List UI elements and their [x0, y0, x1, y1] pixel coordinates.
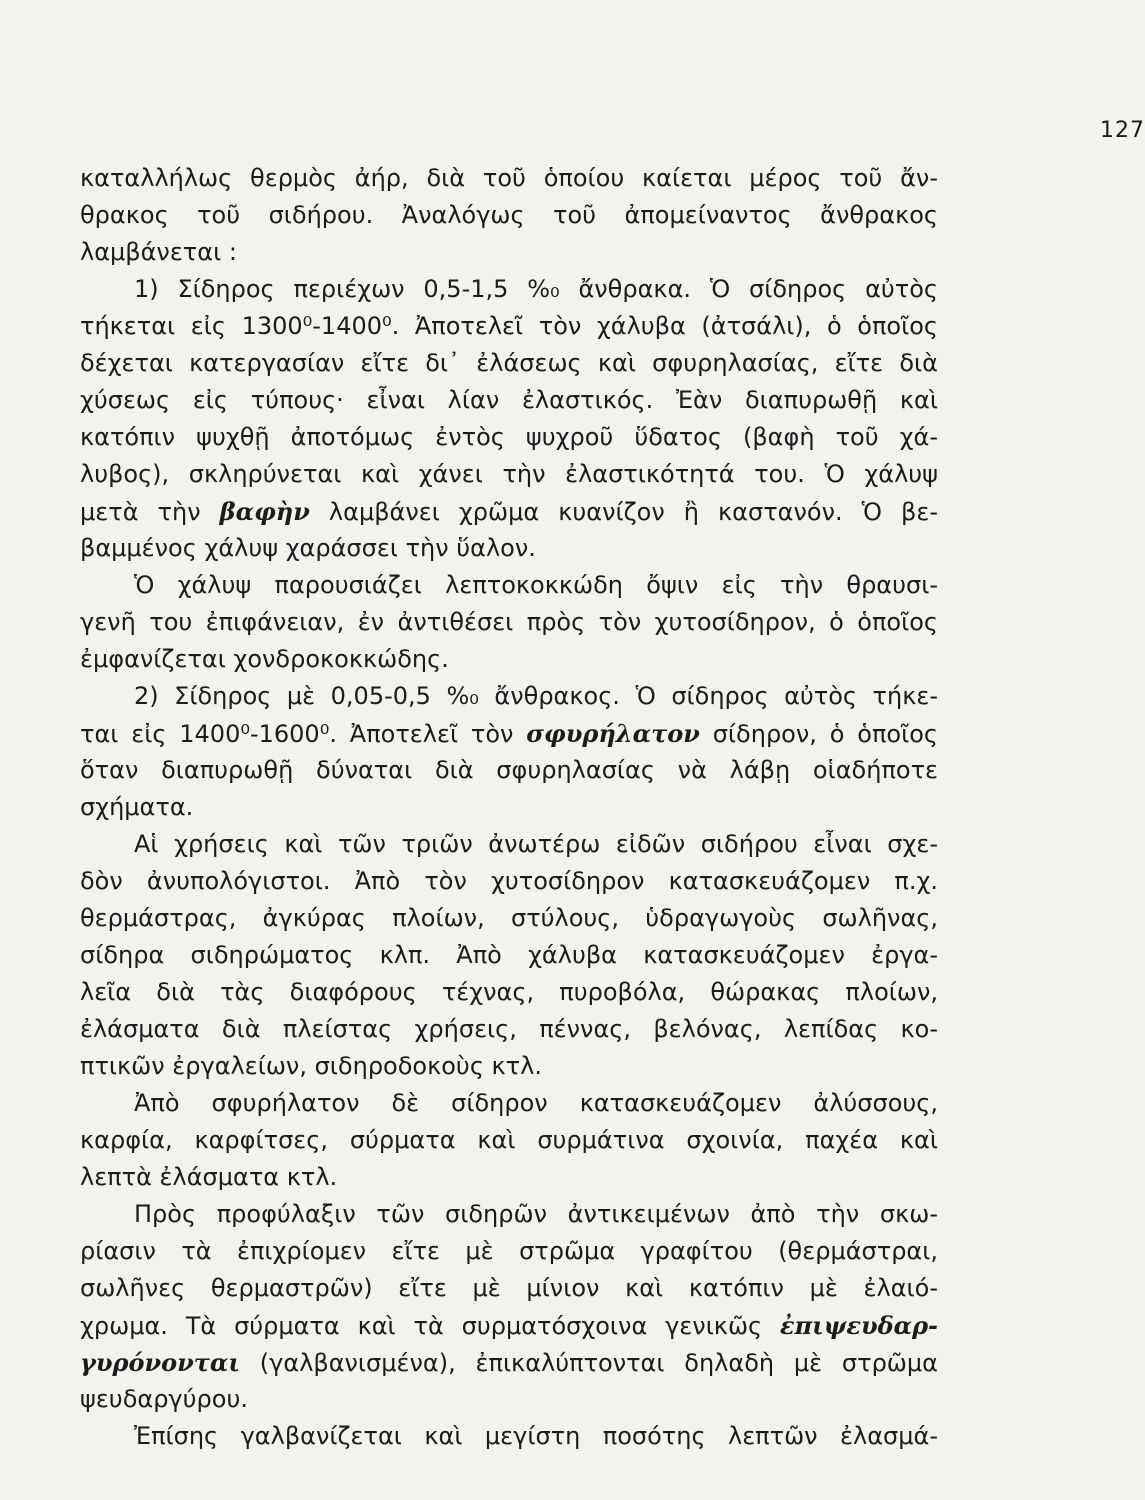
- text-line: Ἀπὸ σφυρήλατον δὲ σίδηρον κατασκευάζομεν ἀλύσσους,: [134, 1089, 938, 1117]
- text-line: λεπτὰ ἐλάσματα κτλ.: [80, 1163, 338, 1191]
- text-line: βαμμένος χάλυψ χαράσσει τὴν ὕαλον.: [80, 534, 536, 562]
- text-run: (γαλβανισμένα), ἐπικαλύπτονται δηλαδὴ μὲ στρῶμα: [240, 1349, 938, 1377]
- text-line: ψευδαργύρου.: [80, 1385, 248, 1413]
- text-run: ται εἰς 1400⁰-1600⁰. Ἀποτελεῖ τὸν: [80, 720, 527, 748]
- text-line: [80, 715, 938, 752]
- text-line: [80, 1344, 938, 1381]
- text-line: σωλῆνες θερμαστρῶν) εἴτε μὲ μίνιον καὶ κατόπιν μὲ ἐλαιό-: [80, 1274, 938, 1302]
- text-line: κατόπιν ψυχθῇ ἀποτόμως ἐντὸς ψυχροῦ ὕδατος (βαφὴ τοῦ χά-: [80, 423, 938, 451]
- emphasized-term: σφυρήλατον: [526, 719, 700, 748]
- text-line: χύσεως εἰς τύπους· εἶναι λίαν ἐλαστικός. Ἐὰν διαπυρωθῇ καὶ: [80, 386, 938, 414]
- text-line: ὅταν διαπυρωθῇ δύναται διὰ σφυρηλασίας νὰ λάβῃ οἱαδήποτε: [80, 756, 938, 784]
- emphasized-term: ἐπιψευδαρ-: [779, 1311, 938, 1340]
- text-run: μετὰ τὴν: [80, 498, 220, 526]
- text-line: δέχεται κατεργασίαν εἴτε δι᾽ ἐλάσεως καὶ σφυρηλασίας, εἴτε διὰ: [80, 349, 938, 377]
- text-line: ἐλάσματα διὰ πλείστας χρήσεις, πέννας, βελόνας, λεπίδας κο-: [80, 1015, 938, 1043]
- body-text: [80, 160, 938, 1455]
- text-line: 1) Σίδηρος περιέχων 0,5-1,5 %₀ ἄνθρακα. Ὁ σίδηρος αὐτὸς: [134, 275, 938, 303]
- text-line: πτικῶν ἐργαλείων, σιδηροδοκοὺς κτλ.: [80, 1052, 542, 1080]
- text-line: Πρὸς προφύλαξιν τῶν σιδηρῶν ἀντικειμένων ἀπὸ τὴν σκω-: [134, 1200, 938, 1228]
- text-line: [80, 493, 938, 530]
- text-line: [80, 1307, 938, 1344]
- page-number: 127: [1100, 118, 1145, 143]
- text-run: χρωμα. Τὰ σύρματα καὶ τὰ συρματόσχοινα γενικῶς: [80, 1312, 780, 1340]
- text-line: σχήματα.: [80, 793, 194, 821]
- text-line: λυβος), σκληρύνεται καὶ χάνει τὴν ἐλαστικότητά του. Ὁ χάλυψ: [80, 460, 938, 488]
- text-line: καρφία, καρφίτσες, σύρματα καὶ συρμάτινα σχοινία, παχέα καὶ: [80, 1126, 938, 1154]
- text-line: δὸν ἀνυπολόγιστοι. Ἀπὸ τὸν χυτοσίδηρον κατασκευάζομεν π.χ.: [80, 867, 938, 895]
- text-line: Αἱ χρήσεις καὶ τῶν τριῶν ἀνωτέρω εἰδῶν σιδήρου εἶναι σχε-: [134, 830, 938, 858]
- text-line: τήκεται εἰς 1300⁰-1400⁰. Ἀποτελεῖ τὸν χάλυβα (ἀτσάλι), ὁ ὁποῖος: [80, 312, 938, 340]
- emphasized-term: βαφὴν: [219, 497, 310, 526]
- text-run: λαμβάνει χρῶμα κυανίζον ἢ καστανόν. Ὁ βε-: [309, 498, 938, 526]
- text-line: θρακος τοῦ σιδήρου. Ἀναλόγως τοῦ ἀπομείναντος ἄνθρακος: [80, 201, 938, 229]
- text-line: λαμβάνεται :: [80, 238, 237, 266]
- text-line: σίδηρα σιδηρώματος κλπ. Ἀπὸ χάλυβα κατασκευάζομεν ἐργα-: [80, 941, 938, 969]
- text-line: καταλλήλως θερμὸς ἀήρ, διὰ τοῦ ὁποίου καίεται μέρος τοῦ ἄν-: [80, 164, 938, 192]
- text-line: ρίασιν τὰ ἐπιχρίομεν εἴτε μὲ στρῶμα γραφίτου (θερμάστραι,: [80, 1237, 938, 1265]
- text-line: γενῆ του ἐπιφάνειαν, ἐν ἀντιθέσει πρὸς τὸν χυτοσίδηρον, ὁ ὁποῖος: [80, 608, 938, 636]
- text-line: Ἐπίσης γαλβανίζεται καὶ μεγίστη ποσότης λεπτῶν ἐλασμά-: [134, 1422, 938, 1450]
- text-line: θερμάστρας, ἀγκύρας πλοίων, στύλους, ὑδραγωγοὺς σωλῆνας,: [80, 904, 938, 932]
- text-line: Ὁ χάλυψ παρουσιάζει λεπτοκοκκώδη ὄψιν εἰς τὴν θραυσι-: [134, 571, 938, 599]
- text-line: 2) Σίδηρος μὲ 0,05-0,5 %₀ ἄνθρακος. Ὁ σίδηρος αὐτὸς τήκε-: [134, 682, 938, 710]
- emphasized-term: γυρόνονται: [80, 1348, 241, 1377]
- text-line: ἐμφανίζεται χονδροκοκκώδης.: [80, 645, 449, 673]
- text-run: σίδηρον, ὁ ὁποῖος: [699, 720, 938, 748]
- text-line: λεῖα διὰ τὰς διαφόρους τέχνας, πυροβόλα, θώρακας πλοίων,: [80, 978, 938, 1006]
